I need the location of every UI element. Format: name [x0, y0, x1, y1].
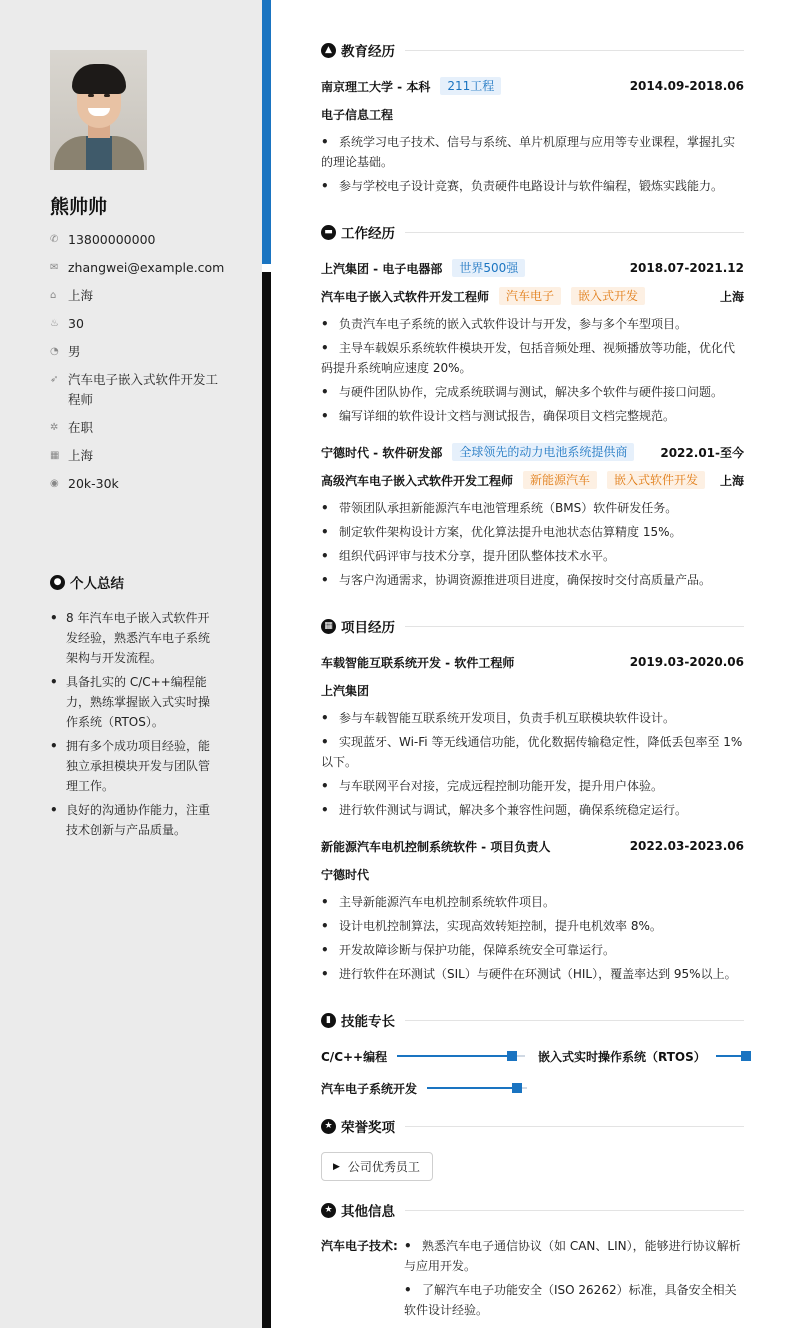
info-age: ♨ 30 [50, 314, 220, 334]
list-item: • 与车联网平台对接，完成远程控制功能开发，提升用户体验。 [321, 776, 744, 796]
list-item: • 参与学校电子设计竞赛，负责硬件电路设计与软件编程，锻炼实践能力。 [321, 176, 744, 196]
list-item: • 与客户沟通需求，协调资源推进项目进度，确保按时交付高质量产品。 [321, 570, 744, 590]
education-header: 南京理工大学 - 本科 211工程 2014.09-2018.06 [321, 79, 744, 94]
grid-icon: ▦ [321, 619, 336, 634]
list-item: • 带领团队承担新能源汽车电池管理系统（BMS）软件研发任务。 [321, 498, 744, 518]
briefcase-icon: ▬ [321, 225, 336, 240]
info-target-role: ➶ 汽车电子嵌入式软件开发工程师 [50, 372, 219, 407]
list-item: • 参与车载智能互联系统开发项目，负责手机互联模块软件设计。 [321, 708, 744, 728]
tag: 新能源汽车 [523, 471, 597, 489]
award-icon: ★ [321, 1203, 336, 1218]
list-item: • 主导车载娱乐系统软件模块开发，包括音频处理、视频播放等功能，优化代码提升系统响应速度 20%。 [321, 338, 744, 378]
summary-title: ● 个人总结 [50, 572, 124, 592]
list-item: • 熟悉汽车电子通信协议（如 CAN、LIN），能够进行协议解析与应用开发。 [404, 1236, 744, 1276]
skill-item: C/C++编程 [321, 1046, 525, 1066]
gender-icon: ◔ [50, 346, 59, 357]
section-skills-title: ▮ 技能专长 [321, 1010, 744, 1030]
job-role: 高级汽车电子嵌入式软件开发工程师 新能源汽车 嵌入式软件开发 上海 [321, 473, 744, 488]
list-item: • 主导新能源汽车电机控制系统软件项目。 [321, 892, 744, 912]
tag: 全球领先的动力电池系统提供商 [452, 443, 634, 461]
skill-bar [397, 1055, 525, 1057]
list-item: • 设计电机控制算法，实现高效转矩控制，提升电机效率 8%。 [321, 916, 744, 936]
info-status: ✲ 在职 [50, 418, 220, 438]
tag: 嵌入式软件开发 [607, 471, 705, 489]
list-item: • 8 年汽车电子嵌入式软件开发经验，熟悉汽车电子系统架构与开发流程。 [50, 608, 215, 668]
mail-icon: ✉ [50, 262, 59, 273]
list-item: • 制定软件架构设计方案，优化算法提升电池状态估算精度 15%。 [321, 522, 744, 542]
award-item[interactable]: ▶ 公司优秀员工 [321, 1152, 433, 1181]
list-item: • 负责汽车电子系统的嵌入式软件设计与开发，参与多个车型项目。 [321, 314, 744, 334]
list-item: • 实现蓝牙、Wi-Fi 等无线通信功能，优化数据传输稳定性，降低丢包率至 1%以下。 [321, 732, 744, 772]
project-list [321, 892, 744, 988]
send-icon: ➶ [50, 374, 59, 385]
list-item: • 与硬件团队协作，完成系统联调与测试，解决多个软件与硬件接口问题。 [321, 382, 744, 402]
project-header: 新能源汽车电机控制系统软件 - 项目负责人 2022.03-2023.06 [321, 839, 744, 854]
summary-list [50, 608, 215, 844]
other-list [404, 1236, 744, 1324]
bar-chart-icon: ▮ [321, 1013, 336, 1028]
status-icon: ✲ [50, 422, 59, 433]
info-target-city: ▦ 上海 [50, 446, 220, 466]
section-honors-title: ★ 荣誉奖项 [321, 1116, 744, 1136]
tag: 211工程 [440, 77, 501, 95]
section-work-title: ▬ 工作经历 [321, 222, 744, 242]
money-icon: ◉ [50, 478, 59, 489]
education-major: 电子信息工程 [321, 107, 394, 122]
graduation-cap-icon: ▲ [321, 43, 336, 58]
award-icon: ★ [321, 1119, 336, 1134]
cake-icon: ♨ [50, 318, 59, 329]
tag: 汽车电子 [499, 287, 561, 305]
profile-photo [50, 50, 147, 170]
info-salary: ◉ 20k-30k [50, 474, 220, 494]
tag: 嵌入式开发 [571, 287, 645, 305]
list-item: • 开发故障诊断与保护功能，保障系统安全可靠运行。 [321, 940, 744, 960]
building-icon: ▦ [50, 450, 60, 461]
home-icon: ⌂ [50, 290, 57, 301]
skill-item: 嵌入式实时操作系统（RTOS） [538, 1046, 749, 1066]
info-phone: ✆ 13800000000 [50, 230, 220, 250]
contact-info [50, 230, 225, 502]
list-item: • 进行软件在环测试（SIL）与硬件在环测试（HIL），覆盖率达到 95%以上。 [321, 964, 744, 984]
skill-bar [427, 1087, 527, 1089]
other-info [321, 1236, 744, 1324]
education-list [321, 132, 744, 200]
info-email: ✉ zhangwei@example.com [50, 258, 220, 278]
list-item: • 系统学习电子技术、信号与系统、单片机原理与应用等专业课程，掌握扎实的理论基础。 [321, 132, 744, 172]
skill-item: 汽车电子系统开发 [321, 1078, 527, 1098]
list-item: • 良好的沟通协作能力，注重技术创新与产品质量。 [50, 800, 215, 840]
job-header: 上汽集团 - 电子电器部 世界500强 2018.07-2021.12 [321, 261, 744, 276]
list-item: • 拥有多个成功项目经验，能独立承担模块开发与团队管理工作。 [50, 736, 215, 796]
phone-icon: ✆ [50, 234, 59, 245]
project-org: 宁德时代 [321, 867, 370, 882]
accent-bar-black [262, 272, 271, 1328]
skill-bar [716, 1055, 749, 1057]
project-header: 车载智能互联系统开发 - 软件工程师 2019.03-2020.06 [321, 655, 744, 670]
section-projects-title: ▦ 项目经历 [321, 616, 744, 636]
info-gender: ◔ 男 [50, 342, 220, 362]
profile-name: 熊帅帅 [50, 196, 108, 218]
job-header: 宁德时代 - 软件研发部 全球领先的动力电池系统提供商 2022.01-至今 [321, 445, 744, 460]
play-icon: ▶ [333, 1161, 340, 1172]
section-education-title: ▲ 教育经历 [321, 40, 744, 60]
project-list [321, 708, 744, 824]
project-org: 上汽集团 [321, 683, 370, 698]
other-label: 汽车电子技术: [321, 1239, 398, 1253]
job-list [321, 498, 744, 594]
job-role: 汽车电子嵌入式软件开发工程师 汽车电子 嵌入式开发 上海 [321, 289, 744, 304]
section-other-title: ★ 其他信息 [321, 1200, 744, 1220]
user-icon: ● [50, 575, 65, 590]
tag: 世界500强 [452, 259, 525, 277]
list-item: • 编写详细的软件设计文档与测试报告，确保项目文档完整规范。 [321, 406, 744, 426]
accent-bar-blue [262, 0, 271, 264]
list-item: • 具备扎实的 C/C++编程能力，熟练掌握嵌入式实时操作系统（RTOS）。 [50, 672, 215, 732]
list-item: • 了解汽车电子功能安全（ISO 26262）标准，具备安全相关软件设计经验。 [404, 1280, 744, 1320]
list-item: • 组织代码评审与技术分享，提升团队整体技术水平。 [321, 546, 744, 566]
info-location: ⌂ 上海 [50, 286, 220, 306]
job-list [321, 314, 744, 430]
list-item: • 进行软件测试与调试，解决多个兼容性问题，确保系统稳定运行。 [321, 800, 744, 820]
